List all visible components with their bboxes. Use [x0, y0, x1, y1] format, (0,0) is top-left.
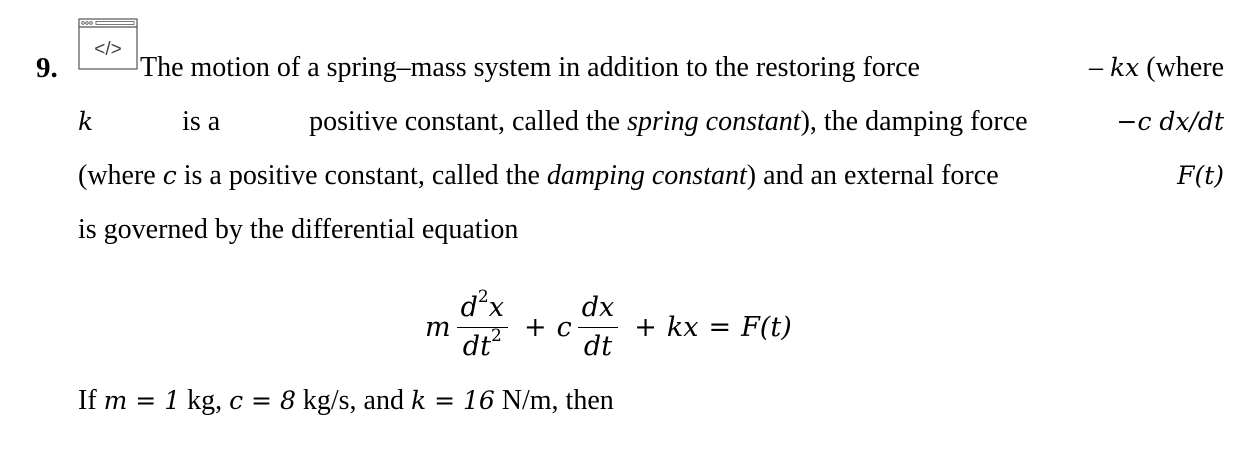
line6-c-value: c = 8	[229, 386, 296, 415]
eq-frac1-num-d: d	[460, 291, 478, 323]
eq-frac1-den-sup: 2	[490, 325, 502, 346]
damping-constant-term: damping constant	[546, 160, 747, 191]
text-line-3	[78, 156, 1224, 196]
line1-text: The motion of a spring–mass system in addition to the restoring force	[140, 52, 920, 83]
eq-fraction-first-derivative	[578, 291, 619, 364]
eq-c: c	[556, 311, 572, 343]
eq-frac2-num: dx	[578, 291, 619, 328]
line6-k-value: k = 16	[410, 386, 495, 415]
text-line-4: is governed by the differential equation	[78, 214, 519, 245]
text-line-1	[140, 48, 1224, 88]
external-force-expression: F(t)	[1177, 161, 1224, 190]
line1-after: (where	[1146, 52, 1224, 83]
code-icon-glyph: </>	[94, 39, 122, 60]
eq-frac1-num-x: x	[488, 291, 504, 323]
eq-frac2-den: dt	[583, 330, 613, 362]
differential-equation	[425, 282, 792, 372]
line3-text3: ) and an external force	[746, 160, 999, 191]
damping-force-expression: −c dx/dt	[1116, 107, 1224, 136]
line2-text3: ), the damping force	[800, 106, 1028, 137]
line6-kg: kg,	[187, 385, 223, 416]
eq-plus-2: +	[634, 311, 657, 343]
line6-m-value: m = 1	[103, 386, 181, 415]
line1-minus: –	[1089, 52, 1104, 83]
text-line-2	[78, 102, 1224, 142]
eq-equals: =	[708, 311, 732, 343]
eq-rhs: F(t)	[741, 311, 792, 343]
eq-plus-1: +	[523, 311, 547, 343]
line1-kx: kx	[1110, 53, 1140, 82]
eq-m: m	[425, 311, 451, 343]
eq-fraction-second-derivative	[457, 286, 508, 364]
line3-text2: is a positive constant, called the	[183, 160, 540, 191]
line3-c: c	[162, 161, 177, 190]
question-number: 9.	[36, 52, 58, 84]
eq-frac1-num-sup: 2	[477, 286, 489, 307]
line6-kgs: kg/s, and	[302, 385, 404, 416]
line2-text2: positive constant, called the	[309, 106, 621, 137]
text-line-6	[78, 381, 614, 421]
line6-nm: N/m, then	[501, 385, 614, 416]
line6-text1: If	[78, 385, 97, 416]
eq-frac1-den: dt	[462, 330, 491, 362]
eq-kx: kx	[666, 311, 699, 343]
line2-k: k	[78, 107, 94, 136]
spring-constant-term: spring constant	[627, 106, 801, 137]
code-window-icon[interactable]	[78, 18, 138, 70]
line3-text1: (where	[78, 160, 156, 191]
line2-text1: is a	[182, 106, 221, 137]
